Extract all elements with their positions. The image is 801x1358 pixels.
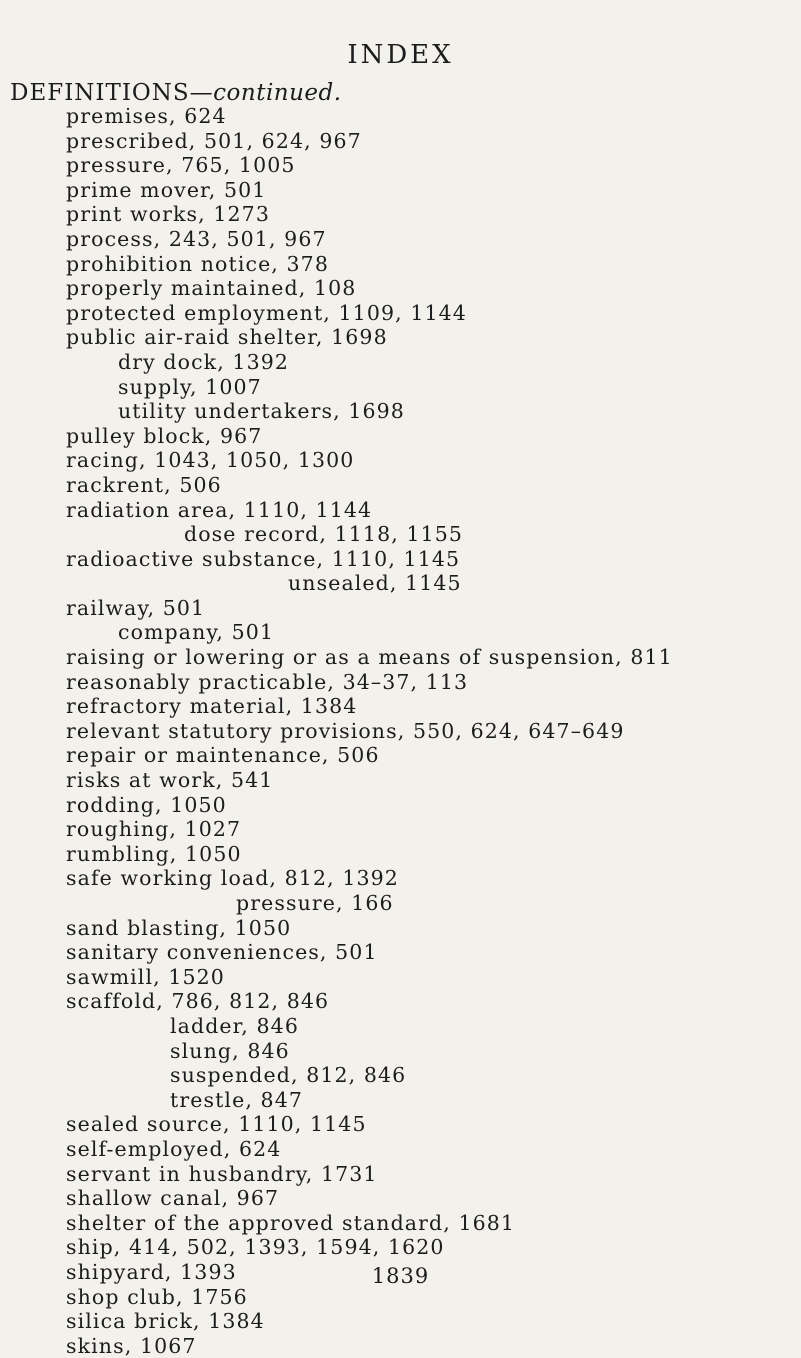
index-entries — [66, 104, 673, 1358]
page-number: 1839 — [371, 1264, 430, 1288]
index-entry: supply, 1007 — [118, 374, 262, 399]
index-entry: premises, 624 — [66, 104, 227, 128]
index-entry: rumbling, 1050 — [66, 841, 242, 866]
index-entry: prescribed, 501, 624, 967 — [66, 128, 362, 153]
index-entry: prime mover, 501 — [66, 177, 267, 202]
index-entry: shop club, 1756 — [66, 1284, 248, 1309]
index-entry: prohibition notice, 378 — [66, 251, 329, 276]
index-entry: ladder, 846 — [170, 1013, 299, 1038]
index-entry: suspended, 812, 846 — [170, 1063, 407, 1088]
index-entry: protected employment, 1109, 1144 — [66, 300, 467, 325]
index-entry: sand blasting, 1050 — [66, 915, 292, 940]
index-entry: risks at work, 541 — [66, 768, 274, 793]
index-entry: safe working load, 812, 1392 — [66, 866, 399, 891]
index-entry: dry dock, 1392 — [118, 349, 289, 374]
index-entry: slung, 846 — [170, 1038, 290, 1063]
index-entry: sawmill, 1520 — [66, 964, 225, 989]
index-entry: properly maintained, 108 — [66, 276, 357, 301]
index-entry: silica brick, 1384 — [66, 1309, 265, 1334]
index-entry: company, 501 — [118, 620, 275, 645]
index-entry: rodding, 1050 — [66, 792, 227, 817]
index-entry: pressure, 166 — [236, 891, 394, 915]
index-entry: sanitary conveniences, 501 — [66, 940, 378, 965]
index-entry: radiation area, 1110, 1144 — [66, 497, 373, 522]
index-entry: skins, 1067 — [66, 1333, 197, 1358]
index-entry: process, 243, 501, 967 — [66, 226, 327, 251]
index-entry: print works, 1273 — [66, 202, 270, 227]
section-heading — [10, 80, 342, 106]
index-entry: raising or lowering or as a means of suspension, 811 — [66, 645, 673, 670]
index-entry: reasonably practicable, 34–37, 113 — [66, 669, 469, 694]
index-entry: self-employed, 624 — [66, 1136, 282, 1161]
index-entry: servant in husbandry, 1731 — [66, 1161, 378, 1186]
index-entry: racing, 1043, 1050, 1300 — [66, 448, 355, 473]
index-entry: ship, 414, 502, 1393, 1594, 1620 — [66, 1235, 445, 1260]
index-entry: shipyard, 1393 — [66, 1259, 237, 1284]
index-entry: unsealed, 1145 — [288, 571, 462, 596]
index-entry: repair or maintenance, 506 — [66, 743, 380, 768]
index-entry: refractory material, 1384 — [66, 694, 358, 719]
index-entry: railway, 501 — [66, 595, 206, 620]
section-title: DEFINITIONS — [10, 80, 190, 106]
running-head: INDEX — [347, 40, 454, 70]
index-entry: radioactive substance, 1110, 1145 — [66, 546, 461, 571]
index-entry: utility undertakers, 1698 — [118, 399, 405, 424]
index-entry: relevant statutory provisions, 550, 624, 647–649 — [66, 718, 625, 743]
index-entry: public air-raid shelter, 1698 — [66, 325, 388, 350]
index-entry: roughing, 1027 — [66, 817, 242, 842]
index-entry: pressure, 765, 1005 — [66, 153, 296, 178]
index-entry: dose record, 1118, 1155 — [184, 522, 464, 547]
index-entry: scaffold, 786, 812, 846 — [66, 989, 330, 1014]
index-entry: shallow canal, 967 — [66, 1186, 280, 1211]
index-entry: shelter of the approved standard, 1681 — [66, 1210, 516, 1235]
index-entry: rackrent, 506 — [66, 472, 222, 497]
index-entry: trestle, 847 — [170, 1087, 303, 1112]
index-entry: sealed source, 1110, 1145 — [66, 1112, 367, 1137]
section-continued: —continued. — [189, 80, 342, 106]
index-entry: pulley block, 967 — [66, 423, 263, 448]
